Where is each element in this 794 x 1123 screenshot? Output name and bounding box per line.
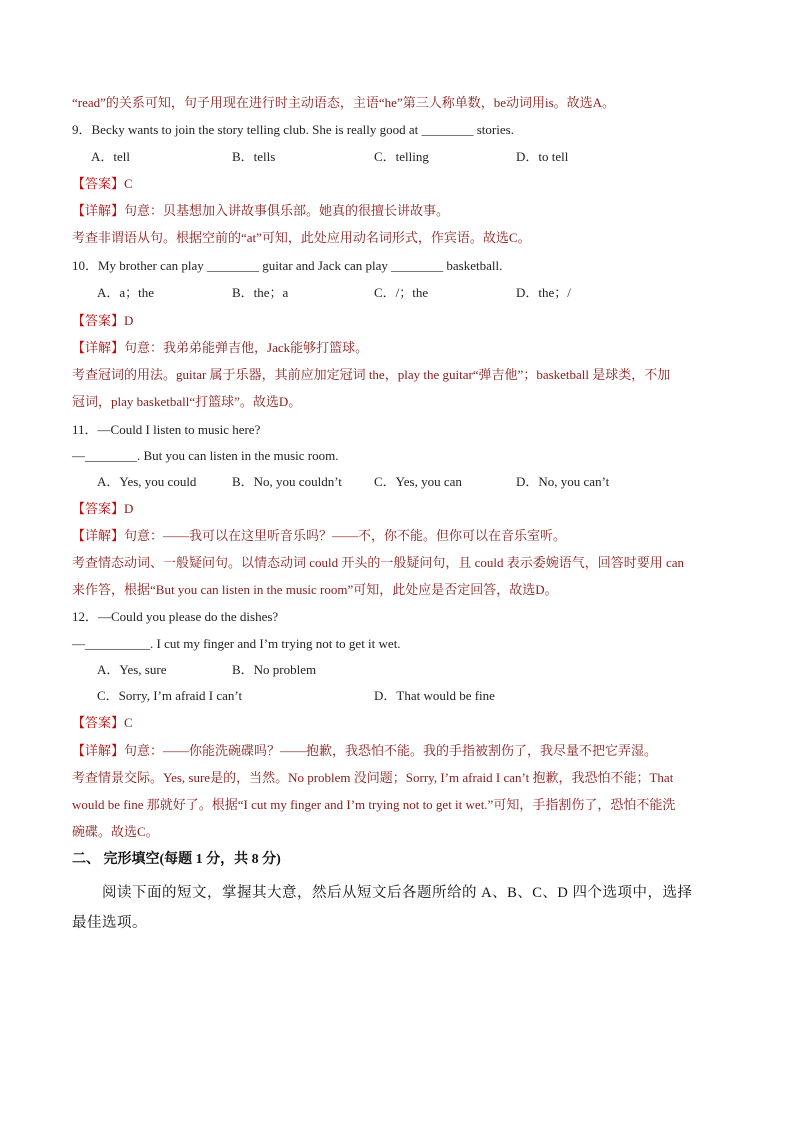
- instructions-line-1: 阅读下面的短文，掌握其大意，然后从短文后各题所给的 A、B、C、D 四个选项中，选择: [102, 885, 693, 901]
- q10-answer: [72, 312, 133, 330]
- answer-tag: 【答案】: [72, 501, 125, 516]
- answer-value: D: [124, 313, 134, 328]
- section-heading: 二、 完形填空(每题 1 分，共 8 分): [72, 852, 281, 867]
- answer-tag: 【答案】: [72, 313, 125, 328]
- detail-text: 句意：我弟弟能弹吉他，Jack能够打篮球。: [124, 340, 369, 355]
- q12-option-b: B．No problem: [232, 662, 317, 677]
- explanation-continued: “read”的关系可知，句子用现在进行时主动语态，主语“he”第三人称单数，be动词用is。故选A。: [72, 95, 616, 110]
- detail-tag: 【详解】: [72, 340, 125, 355]
- q12-explanation-line-1: 考查情景交际。Yes, sure是的，当然。No problem 没问题；Sorry, I’m afraid I can’t 抱歉，我恐怕不能；That: [72, 770, 674, 785]
- q9-option-d: D．to tell: [516, 149, 569, 164]
- q9-option-a: A．tell: [91, 149, 130, 164]
- q12-option-d: D．That would be fine: [374, 688, 495, 703]
- q11-detail: [72, 527, 566, 545]
- q9-option-b: B．tells: [232, 149, 276, 164]
- q10-option-c: C．/；the: [374, 285, 429, 300]
- q11-option-d: D．No, you can’t: [516, 474, 610, 489]
- q11-option-b: B．No, you couldn’t: [232, 474, 342, 489]
- q9-option-c: C．telling: [374, 149, 429, 164]
- detail-tag: 【详解】: [72, 743, 125, 758]
- q10-option-a: A．a；the: [97, 285, 155, 300]
- question-11: 11．—Could I listen to music here?: [72, 422, 261, 437]
- question-9: 9．Becky wants to join the story telling club. She is really good at ________ stories.: [72, 122, 514, 137]
- q10-explanation-line-1: 考查冠词的用法。guitar 属于乐器，其前应加定冠词 the，play the guitar“弹吉他”；basketball 是球类，不加: [72, 367, 671, 382]
- q9-explanation: 考查非谓语从句。根据空前的“at”可知，此处应用动名词形式，作宾语。故选C。: [72, 230, 531, 245]
- q10-detail: [72, 339, 368, 357]
- question-11-response: —________. But you can listen in the music room.: [72, 448, 339, 463]
- q12-explanation-line-2: would be fine 那就好了。根据“I cut my finger and I’m trying not to get it wet.”可知，手指割伤了，恐怕不能洗: [72, 797, 676, 812]
- q11-option-c: C．Yes, you can: [374, 474, 462, 489]
- q10-option-d: D．the；/: [516, 285, 571, 300]
- answer-value: C: [124, 715, 133, 730]
- q12-option-a: A．Yes, sure: [97, 662, 167, 677]
- q12-explanation-line-3: 碗碟。故选C。: [72, 824, 159, 839]
- q10-explanation-line-2: 冠词，play basketball“打篮球”。故选D。: [72, 394, 302, 409]
- q9-answer: [72, 175, 133, 193]
- q12-detail: [72, 742, 657, 760]
- instructions-line-2: 最佳选项。: [72, 915, 147, 931]
- detail-text: 句意：贝基想加入讲故事俱乐部。她真的很擅长讲故事。: [124, 203, 450, 218]
- answer-value: C: [124, 176, 133, 191]
- q11-explanation-line-1: 考查情态动词、一般疑问句。以情态动词 could 开头的一般疑问句，且 could 表示委婉语气，回答时要用 can: [72, 555, 685, 570]
- q12-answer: [72, 714, 133, 732]
- question-12: 12．—Could you please do the dishes?: [72, 609, 279, 624]
- answer-tag: 【答案】: [72, 176, 125, 191]
- q11-explanation-line-2: 来作答，根据“But you can listen in the music room”可知，此处应是否定回答，故选D。: [72, 582, 558, 597]
- q11-option-a: A．Yes, you could: [97, 474, 197, 489]
- detail-tag: 【详解】: [72, 528, 125, 543]
- q11-answer: [72, 500, 133, 518]
- detail-tag: 【详解】: [72, 203, 125, 218]
- detail-text: 句意：——我可以在这里听音乐吗？——不，你不能。但你可以在音乐室听。: [124, 528, 567, 543]
- detail-text: 句意：——你能洗碗碟吗？——抱歉，我恐怕不能。我的手指被割伤了，我尽量不把它弄湿。: [124, 743, 658, 758]
- answer-value: D: [124, 501, 134, 516]
- question-12-response: —__________. I cut my finger and I’m trying not to get it wet.: [72, 636, 401, 651]
- answer-tag: 【答案】: [72, 715, 125, 730]
- q10-option-b: B．the；a: [232, 285, 289, 300]
- q12-option-c: C．Sorry, I’m afraid I can’t: [97, 688, 243, 703]
- q9-detail: [72, 202, 449, 220]
- question-10: 10．My brother can play ________ guitar and Jack can play ________ basketball.: [72, 258, 503, 273]
